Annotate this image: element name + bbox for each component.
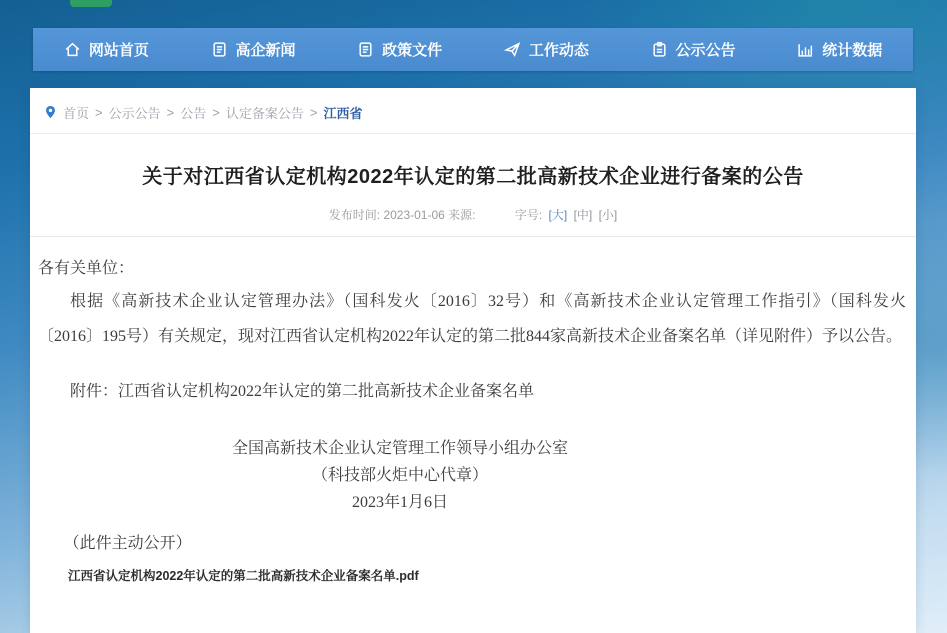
policy-document-icon	[357, 41, 374, 58]
font-size-medium-button[interactable]: [中]	[573, 208, 593, 222]
nav-item-label: 网站首页	[88, 42, 149, 59]
nav-item-label: 政策文件	[382, 42, 443, 59]
nav-item-activity[interactable]	[473, 28, 620, 71]
breadcrumb-separator: >	[95, 105, 103, 120]
nav-item-label: 公示公告	[675, 42, 736, 59]
signature-block	[38, 435, 762, 516]
nav-item-label: 工作动态	[528, 42, 589, 59]
notice-paragraph: 根据《高新技术企业认定管理办法》（国科发火〔2016〕32号）和《高新技术企业认定管理工作指引》（国科发火〔2016〕195号）有关规定，现对江西省认定机构2022年认定的第二批844家高新技术企业备案名单（详见附件）予以公告。	[38, 293, 906, 345]
attachment-pdf-link[interactable]: 江西省认定机构2022年认定的第二批高新技术企业备案名单.pdf	[68, 569, 419, 583]
nav-item-statistics[interactable]	[766, 28, 913, 71]
news-document-icon	[211, 41, 228, 58]
main-navigation	[33, 28, 913, 71]
home-icon	[64, 41, 81, 58]
nav-item-home[interactable]	[33, 28, 180, 71]
publish-info	[329, 208, 479, 222]
nav-item-label: 统计数据	[822, 42, 883, 59]
publish-time-label: 发布时间:	[328, 208, 381, 222]
nav-item-label: 高企新闻	[235, 42, 296, 59]
notice-body	[30, 237, 916, 584]
nav-item-policy[interactable]	[326, 28, 473, 71]
nav-item-announcements[interactable]	[620, 28, 767, 71]
nav-item-news[interactable]	[180, 28, 327, 71]
article-title: 关于对江西省认定机构2022年认定的第二批高新技术企业进行备案的公告	[142, 166, 804, 188]
bar-chart-icon	[797, 41, 814, 58]
signature-date: 2023年1月6日	[351, 494, 448, 511]
breadcrumb-separator: >	[166, 105, 175, 120]
partial-site-logo	[70, 0, 112, 7]
attachment-line: 附件：江西省认定机构2022年认定的第二批高新技术企业备案名单	[70, 383, 535, 400]
breadcrumb-current-province: 江西省	[323, 106, 363, 121]
font-size-label: 字号:	[514, 208, 543, 222]
clipboard-icon	[651, 41, 668, 58]
seal-note: （科技部火炬中心代章）	[311, 467, 488, 484]
breadcrumb-item-home[interactable]: 首页	[63, 106, 90, 121]
font-size-small-button[interactable]: [小]	[598, 208, 618, 222]
font-size-large-button[interactable]: [大]	[548, 208, 568, 222]
source-label: 来源:	[448, 208, 476, 222]
breadcrumb	[30, 88, 916, 134]
breadcrumb-item-filing-notices[interactable]: 认定备案公告	[225, 106, 304, 121]
publish-date: 2023-01-06	[383, 208, 445, 222]
article-meta	[30, 206, 916, 223]
paper-plane-icon	[504, 41, 521, 58]
font-size-controls	[515, 208, 617, 222]
breadcrumb-item-notice[interactable]: 公告	[180, 106, 207, 121]
disclosure-note: （此件主动公开）	[63, 535, 192, 552]
signing-organization: 全国高新技术企业认定管理工作领导小组办公室	[231, 440, 568, 457]
salutation: 各有关单位：	[38, 260, 135, 277]
content-card	[30, 88, 916, 633]
location-pin-icon	[44, 105, 57, 120]
breadcrumb-separator: >	[212, 105, 220, 120]
breadcrumb-item-announcements[interactable]: 公示公告	[108, 106, 161, 121]
breadcrumb-separator: >	[309, 105, 318, 120]
